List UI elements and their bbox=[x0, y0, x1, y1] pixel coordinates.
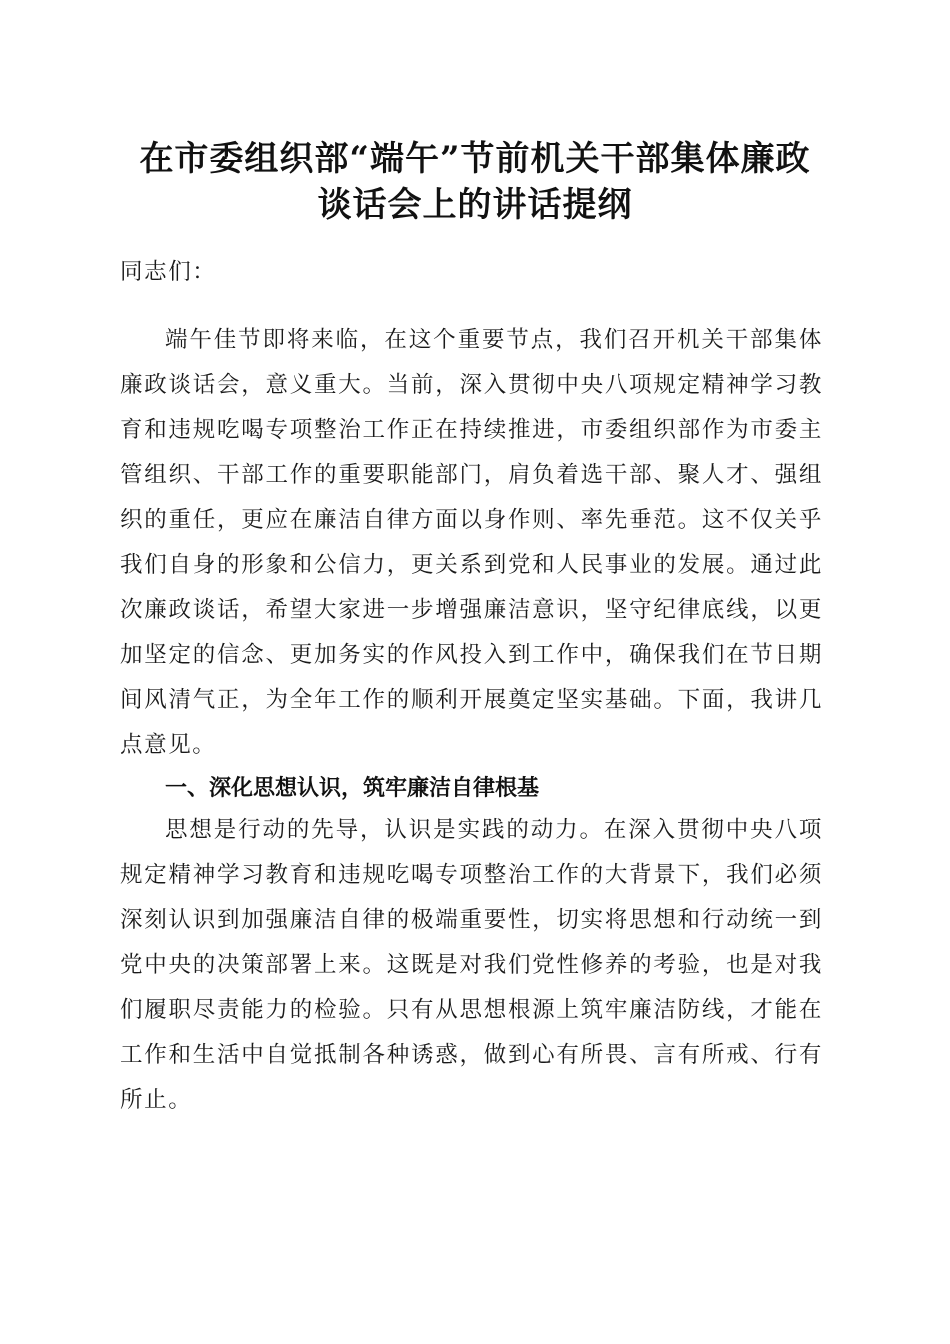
section-heading-1: 一、深化思想认识，筑牢廉洁自律根基 bbox=[165, 776, 540, 801]
document-title-line-1: 在市委组织部“端午”节前机关干部集体廉政 bbox=[139, 139, 811, 179]
paragraph-intro: 端午佳节即将来临，在这个重要节点，我们召开机关干部集体廉政谈话会，意义重大。当前，深入贯彻中央八项规定精神学习教育和违规吃喝专项整治工作正在持续推进，市委组织部作为市委主管组织、干部工作的重要职能部门，肩负着选干部、聚人才、强组织的重任，更应在廉洁自律方面以身作则、率先垂范。这不仅关乎我们自身的形象和公信力，更关系到党和人民事业的发展。通过此次廉政谈话，希望大家进一步增强廉洁意识，坚守纪律底线，以更加坚定的信念、更加务实的作风投入到工作中，确保我们在节日期间风清气正，为全年工作的顺利开展奠定坚实基础。下面，我讲几点意见。 bbox=[120, 327, 823, 758]
paragraph-section-1: 思想是行动的先导，认识是实践的动力。在深入贯彻中央八项规定精神学习教育和违规吃喝专项整治工作的大背景下，我们必须深刻认识到加强廉洁自律的极端重要性，切实将思想和行动统一到党中央的决策部署上来。这既是对我们党性修养的考验，也是对我们履职尽责能力的检验。只有从思想根源上筑牢廉洁防线，才能在工作和生活中自觉抵制各种诱惑，做到心有所畏、言有所戒、行有所止。 bbox=[120, 817, 823, 1113]
salutation: 同志们： bbox=[120, 259, 217, 285]
document-title-line-2: 谈话会上的讲话提纲 bbox=[317, 185, 633, 225]
